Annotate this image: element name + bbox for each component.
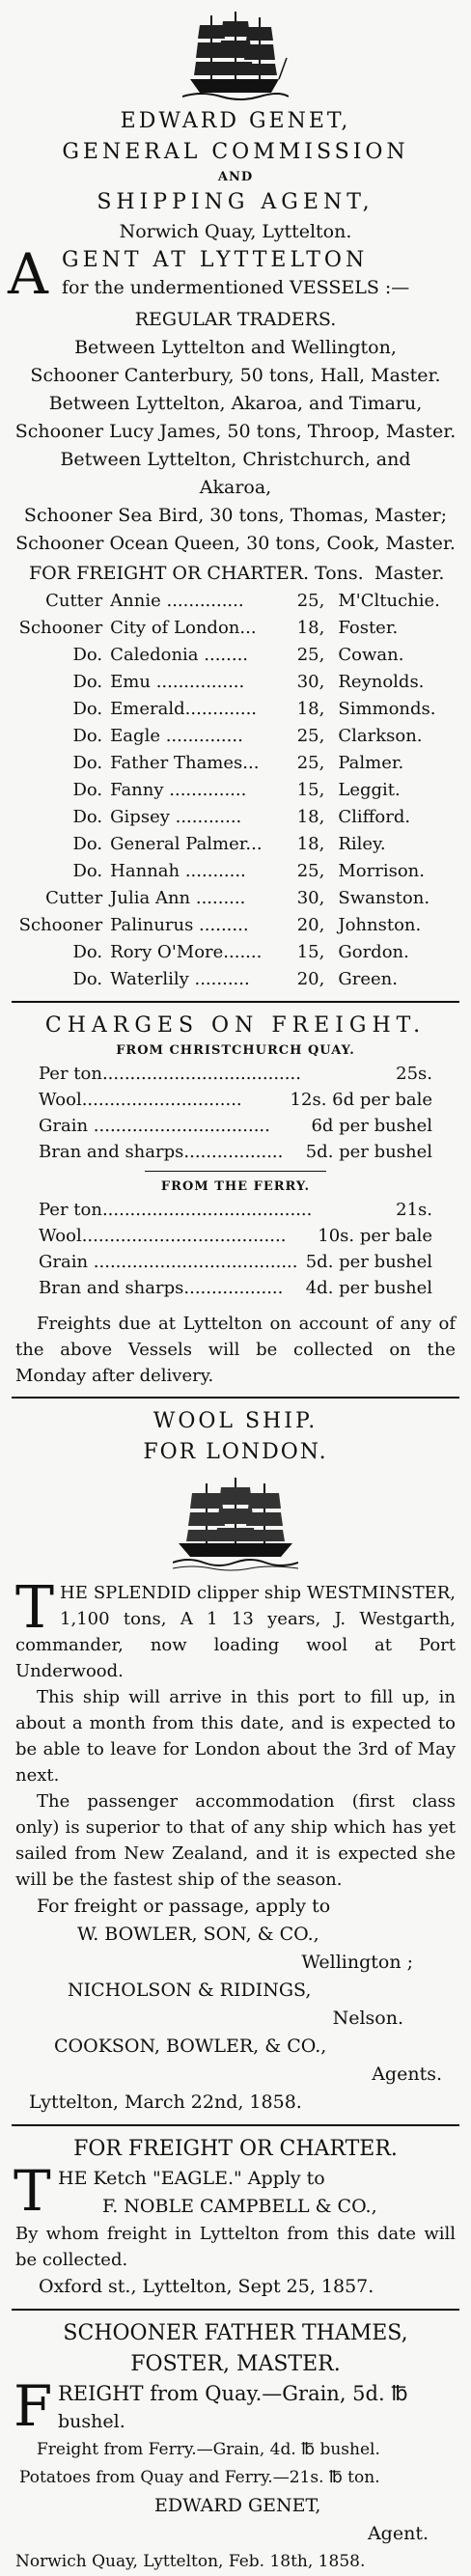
vessel-row [0,615,471,642]
route-4: Between Lyttelton, Christchurch, and [60,449,411,470]
vessel-row [0,723,471,750]
westminster-text: HE SPLENDID clipper ship WESTMINSTER, 1,100 tons, A 1 13 years, J. Westgarth, commander, now loading wool at Port Underwood. [15,1583,456,1681]
rate-value: 6d per bushel [311,1116,432,1136]
divider [12,2124,459,2126]
rate-row [39,1087,432,1113]
drop-cap-a: A [8,241,48,307]
agent-nicholson: NICHOLSON & RIDINGS, [68,1980,312,2001]
vessel-row [0,750,471,777]
eagle-line2: F. NOBLE CAMPBELL & CO., [102,2196,377,2217]
vessel-row [0,642,471,669]
from-quay: FROM CHRISTCHURCH QUAY. [116,1043,355,1058]
agent-cookson: COOKSON, BOWLER, & CO., [54,2036,327,2057]
vessel-row [0,588,471,615]
vessel-master: Cowan. [338,645,404,665]
vessel-table [0,588,471,993]
vessel-name: General Palmer... [110,834,263,854]
agent-at-lyttelton: GENT AT LYTTELTON [62,248,369,272]
vessel-type: Do. [72,699,103,719]
col-tons: Tons. [315,563,364,584]
vessel-tons: 18, [296,807,325,827]
vessel-master: Swanston. [338,888,430,908]
vessel-type: Cutter [45,591,103,611]
vessel-master: Clarkson. [338,726,423,746]
vessel-type: Do. [72,753,103,773]
rate-item: Per ton.................................... [39,1064,301,1084]
thames-line1: REIGHT from Quay.—Grain, 5d. ℔ [58,2382,408,2405]
rate-row [39,1275,432,1301]
ad-edward-genet [0,10,471,1389]
vessel-row [0,885,471,912]
divider [12,1397,459,1399]
rate-row [39,1113,432,1139]
rate-value: 12s. 6d per bale [290,1090,432,1110]
passenger-para: The passenger accommodation (first class only) is superior to that of any ship which has yet sailed from New Zealand, and it is expected she will be the fastest ship of the season. [15,1791,456,1890]
for-london: FOR LONDON. [143,1440,328,1464]
agent-cookson-role: Agents. [372,2064,442,2085]
eagle-heading [0,2158,471,2224]
vessel-name: Hannah ........... [110,861,246,881]
thames-title1: SCHOONER FATHER THAMES, [63,2321,408,2345]
rate-item: Bran and sharps.................. [39,1142,284,1162]
rate-value: 4d. per bushel [305,1278,432,1298]
thames-title2: FOSTER, MASTER. [130,2352,341,2376]
apply-text: For freight or passage, apply to [37,1896,331,1917]
vessel-tons: 25, [296,591,325,611]
vessel-name: Emerald............. [110,699,258,719]
arrival-para: This ship will arrive in this port to fill up, in about a month from this date, and is expected to be able to leave for London about the 3rd of May next. [15,1687,456,1786]
charter-heading [0,560,471,588]
vessel-master: Clifford. [338,807,411,827]
vessel-row [0,696,471,723]
vessel-name: Emu ................ [110,672,245,692]
rate-value: 5d. per bushel [305,1252,432,1272]
vessel-type: Do. [72,780,103,800]
agent-nicholson-loc: Nelson. [332,2008,403,2029]
vessel-name: City of London... [110,618,257,638]
vessel-tons: 15, [296,942,325,962]
vessel-master: Simmonds. [338,699,436,719]
rate-row [39,1061,432,1087]
vessel-name: Father Thames... [110,753,260,773]
vessel-master: Leggit. [338,780,401,800]
freight-notice: Freights due at Lyttelton on account of any of the above Vessels will be collected on the Monday after delivery. [15,1314,456,1386]
vessel-master: Green. [338,969,398,989]
ad-ketch-eagle [0,2134,471,2301]
rate-row [39,1249,432,1275]
vessel-master: Palmer. [338,753,404,773]
vessel-tons: 25, [296,645,325,665]
route-5: Akaroa, [199,477,272,498]
vessel-name: Palinurus ......... [110,915,249,935]
thames-sign-role: Agent. [367,2523,429,2544]
vessel-tons: 18, [296,834,325,854]
vessel-type: Do. [72,942,103,962]
eagle-title: FOR FREIGHT OR CHARTER. [73,2137,398,2161]
drop-cap-t2: T [14,2158,51,2224]
vessel-name: Waterlily .......... [110,969,250,989]
eagle-date: Oxford st., Lyttelton, Sept 25, 1857. [39,2276,374,2297]
vessel-tons: 20, [296,969,325,989]
vessel-name: Annie .............. [110,591,244,611]
agent-bowler-loc: Wellington ; [301,1952,413,1973]
vessel-row [0,858,471,885]
quay-rates [0,1061,471,1165]
newspaper-column [0,10,471,2571]
vessel-name: Gipsey ............ [110,807,242,827]
vessel-tons: 18, [296,618,325,638]
vessel-row [0,777,471,804]
thames-line4: Potatoes from Quay and Ferry.—21s. ℔ ton. [19,2468,380,2487]
vessel-tons: 25, [296,753,325,773]
westminster-para [0,1574,471,1684]
vessel-type: Do. [72,726,103,746]
ship-icon [182,10,289,106]
route-7: Schooner Ocean Queen, 30 tons, Cook, Master. [15,533,456,554]
ad-father-thames [0,2318,471,2576]
ad-wool-ship [0,1406,471,2117]
thames-line3: Freight from Ferry.—Grain, 4d. ℔ bushel. [37,2440,380,2459]
rate-row [39,1223,432,1249]
rate-value: 10s. per bale [318,1226,432,1246]
vessel-master: Reynolds. [338,672,425,692]
rate-item: Wool..................................... [39,1226,287,1246]
vessel-row [0,912,471,939]
wool-ship-date: Lyttelton, March 22nd, 1858. [29,2091,302,2113]
vessel-master: Foster. [338,618,399,638]
vessel-row [0,804,471,831]
address: Norwich Quay, Lyttelton. [119,221,352,242]
agent-name: EDWARD GENET, [120,109,351,133]
agent-bowler: W. BOWLER, SON, & CO., [77,1924,319,1945]
vessel-name: Eagle .............. [110,726,243,746]
eagle-line1: HE Ketch "EAGLE." Apply to [58,2168,325,2189]
vessel-name: Rory O'More....... [110,942,263,962]
wool-ship-title: WOOL SHIP. [152,1409,319,1433]
shipping-agent: SHIPPING AGENT, [97,190,374,214]
vessel-tons: 15, [296,780,325,800]
rate-item: Bran and sharps.................. [39,1278,284,1298]
rate-item: Wool............................. [39,1090,242,1110]
drop-cap-t: T [15,1574,55,1642]
rate-item: Grain ................................ [39,1116,270,1136]
vessel-master: Morrison. [338,861,425,881]
divider [145,1171,326,1172]
vessel-tons: 18, [296,699,325,719]
route-1: Schooner Canterbury, 50 tons, Hall, Master. [30,365,441,386]
vessel-type: Do. [72,672,103,692]
vessel-tons: 20, [296,915,325,935]
regular-traders: REGULAR TRADERS. [134,309,337,330]
vessel-type: Do. [72,969,103,989]
rate-value: 5d. per bushel [305,1142,432,1162]
vessels-sub: for the undermentioned VESSELS :— [62,277,410,298]
rate-row [39,1139,432,1165]
vessel-name: Fanny .............. [110,780,247,800]
divider [12,2309,459,2311]
charges-title: CHARGES ON FREIGHT. [44,1013,427,1038]
col-master: Master. [374,563,445,584]
vessel-row [0,669,471,696]
general-commission: GENERAL COMMISSION [62,140,409,164]
rate-value: 21s. [396,1200,432,1220]
vessel-tons: 25, [296,861,325,881]
vessel-name: Caledonia ........ [110,645,249,665]
vessel-type: Do. [72,807,103,827]
rate-item: Per ton...................................... [39,1200,313,1220]
vessel-type: Schooner [18,618,103,638]
rate-item: Grain ..................................... [39,1252,298,1272]
vessel-type: Do. [72,861,103,881]
vessel-master: M'Cltuchie. [338,591,440,611]
from-ferry: FROM THE FERRY. [160,1179,311,1194]
thames-heading [0,2373,471,2439]
eagle-body: By whom freight in Lyttelton from this date will be collected. [15,2224,456,2270]
vessel-tons: 30, [296,672,325,692]
vessel-master: Riley. [338,834,386,854]
vessel-type: Do. [72,834,103,854]
route-2: Between Lyttelton, Akaroa, and Timaru, [48,393,423,414]
thames-sign: EDWARD GENET, [154,2495,321,2516]
vessel-row [0,831,471,858]
vessel-type: Cutter [45,888,103,908]
vessel-master: Gordon. [338,942,409,962]
vessel-master: Johnston. [338,915,422,935]
clipper-ship-icon [173,1476,298,1572]
vessel-type: Do. [72,645,103,665]
vessel-tons: 25, [296,726,325,746]
divider [12,1001,459,1003]
vessel-tons: 30, [296,888,325,908]
route-3: Schooner Lucy James, 50 tons, Throop, Master. [14,421,457,442]
charter-title: FOR FREIGHT OR CHARTER. [29,563,310,584]
vessel-name: Julia Ann ......... [110,888,246,908]
rate-row [39,1197,432,1223]
rate-value: 25s. [396,1064,432,1084]
route-6: Schooner Sea Bird, 30 tons, Thomas, Master; [23,505,448,526]
thames-date: Norwich Quay, Lyttelton, Feb. 18th, 1858. [15,2552,366,2571]
vessel-type: Schooner [18,915,103,935]
vessel-row [0,966,471,993]
and-text: AND [217,170,254,184]
ferry-rates [0,1197,471,1301]
drop-cap-f: F [14,2373,53,2439]
agent-heading [0,241,471,307]
thames-line2: bushel. [58,2411,125,2432]
vessel-row [0,939,471,966]
route-0: Between Lyttelton and Wellington, [74,337,397,358]
